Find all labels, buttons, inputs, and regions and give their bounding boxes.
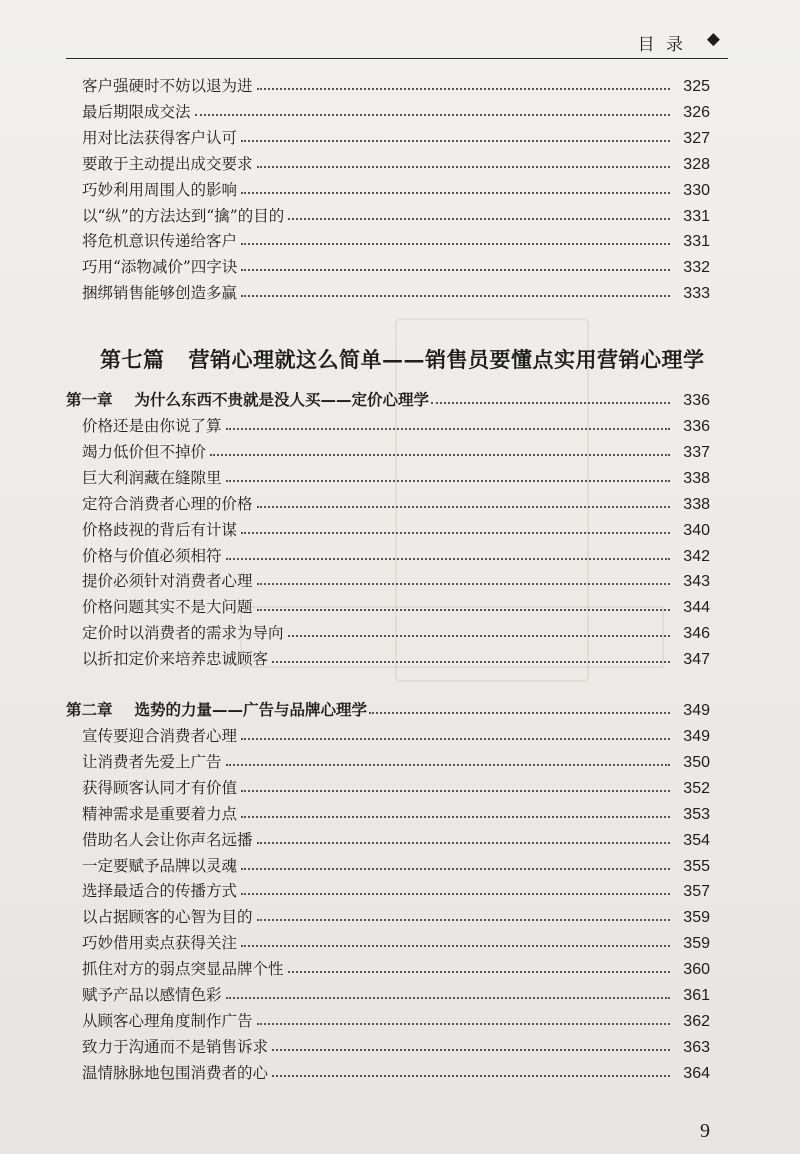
diamond-icon: ◆ — [706, 29, 720, 49]
entry-page: 328 — [683, 155, 710, 173]
entry-page: 340 — [683, 521, 710, 539]
dot-leader — [431, 402, 670, 404]
entry-title: 竭力低价但不掉价 — [82, 442, 207, 461]
entry-page: 354 — [683, 831, 710, 849]
toc-entry — [82, 200, 710, 226]
dot-leader — [241, 295, 670, 297]
entry-page: 361 — [683, 987, 710, 1004]
entry-title: 赋予产品以感情色彩 — [82, 986, 222, 1004]
part-number: 第七篇 — [100, 347, 165, 372]
toc-entry — [82, 746, 710, 772]
dot-leader — [272, 1075, 670, 1077]
entry-page: 359 — [683, 909, 710, 927]
chapter-heading — [66, 384, 710, 410]
dot-leader — [210, 454, 670, 456]
header-title: 目 录 — [637, 35, 686, 55]
entry-page: 327 — [683, 129, 710, 147]
entry-title: 获得顾客认同才有价值 — [82, 778, 238, 797]
chapter-heading — [66, 694, 710, 720]
chapter-number: 第二章 — [66, 701, 113, 719]
toc-entry — [82, 1005, 710, 1031]
dot-leader — [226, 428, 670, 430]
entry-page: 333 — [683, 285, 710, 303]
entry-title: 精神需求是重要着力点 — [82, 804, 238, 823]
entry-title: 以“纵”的方法达到“擒”的目的 — [82, 206, 285, 225]
entry-title: 巨大利润藏在缝隙里 — [82, 468, 222, 487]
dot-leader — [288, 218, 670, 220]
part-title: 营销心理就这么简单——销售员要懂点实用营销心理学 — [188, 347, 705, 372]
entry-title: 价格还是由你说了算 — [82, 417, 222, 435]
entry-page: 364 — [683, 1064, 710, 1082]
entry-title: 以折扣定价来培养忠诚顾客 — [82, 650, 269, 669]
chapter-number: 第一章 — [66, 391, 113, 409]
toc-entry — [82, 850, 710, 876]
entry-page: 362 — [683, 1012, 710, 1030]
toc-entry — [82, 410, 710, 436]
toc-entry — [82, 953, 710, 979]
toc-entry — [82, 1031, 710, 1057]
toc-entry — [82, 462, 710, 488]
toc-entry — [82, 643, 710, 669]
entry-title: 将危机意识传递给客户 — [82, 232, 238, 251]
dot-leader — [257, 609, 670, 611]
toc-entry — [82, 225, 710, 251]
part-heading — [100, 344, 720, 374]
entry-title: 抓住对方的弱点突显品牌个性 — [82, 960, 284, 979]
dot-leader — [241, 532, 670, 534]
entry-title: 巧妙借用卖点获得关注 — [82, 934, 238, 953]
toc-entry — [82, 70, 710, 96]
dot-leader — [241, 243, 670, 245]
toc-entry — [82, 251, 710, 277]
toc-entry — [82, 720, 710, 746]
toc-entry — [82, 617, 710, 643]
toc-entry — [82, 565, 710, 591]
dot-leader — [241, 269, 670, 271]
dot-leader — [241, 945, 670, 947]
toc-entry — [82, 591, 710, 617]
dot-leader — [272, 661, 670, 663]
entry-title: 让消费者先爱上广告 — [82, 752, 222, 771]
entry-title: 温情脉脉地包围消费者的心 — [82, 1063, 269, 1082]
entry-title: 定价时以消费者的需求为导向 — [82, 624, 284, 643]
entry-page: 325 — [683, 78, 710, 95]
dot-leader — [257, 1023, 670, 1025]
dot-leader — [241, 738, 670, 740]
entry-page: 347 — [683, 651, 710, 669]
entry-page: 337 — [683, 443, 710, 461]
entry-page: 331 — [683, 233, 710, 251]
dot-leader — [369, 712, 670, 714]
entry-title: 要敢于主动提出成交要求 — [82, 154, 253, 173]
toc-entry — [82, 927, 710, 953]
dot-leader — [241, 140, 670, 142]
entry-title: 巧妙利用周围人的影响 — [82, 180, 238, 199]
toc-entry — [82, 96, 710, 122]
entry-title: 最后期限成交法 — [82, 102, 191, 121]
chapter-title: 选势的力量——广告与品牌心理学 — [134, 701, 368, 719]
entry-page: 359 — [683, 935, 710, 953]
entry-page: 338 — [683, 495, 710, 513]
toc-entry — [82, 798, 710, 824]
toc-entry — [82, 772, 710, 798]
entry-title: 客户强硬时不妨以退为进 — [82, 77, 253, 95]
entry-title: 选择最适合的传播方式 — [82, 882, 238, 901]
entry-title: 从顾客心理角度制作广告 — [82, 1011, 253, 1030]
chapter-title: 为什么东西不贵就是没人买——定价心理学 — [134, 391, 430, 409]
entry-title: 宣传要迎合消费者心理 — [82, 727, 238, 745]
dot-leader — [257, 842, 670, 844]
toc-entry — [82, 174, 710, 200]
dot-leader — [288, 971, 670, 973]
dot-leader — [226, 997, 670, 999]
dot-leader — [226, 480, 670, 482]
dot-leader — [257, 583, 670, 585]
entry-title: 提价必须针对消费者心理 — [82, 572, 253, 591]
toc-entry — [82, 436, 710, 462]
toc-entry — [82, 488, 710, 514]
entry-page: 330 — [683, 181, 710, 199]
running-header — [66, 28, 720, 56]
entry-page: 353 — [683, 805, 710, 823]
dot-leader — [257, 919, 670, 921]
entry-title: 以占据顾客的心智为目的 — [82, 908, 253, 927]
chapter-page: 349 — [683, 702, 710, 719]
entry-page: 350 — [683, 753, 710, 771]
entry-title: 定符合消费者心理的价格 — [82, 494, 253, 513]
entry-page: 355 — [683, 857, 710, 875]
entry-title: 价格问题其实不是大问题 — [82, 598, 253, 617]
entry-title: 致力于沟通而不是销售诉求 — [82, 1037, 269, 1056]
dot-leader — [226, 764, 670, 766]
entry-page: 360 — [683, 961, 710, 979]
entry-title: 价格与价值必须相符 — [82, 546, 222, 565]
dot-leader — [272, 1049, 670, 1051]
entry-page: 352 — [683, 779, 710, 797]
entry-page: 357 — [683, 883, 710, 901]
toc-entry — [82, 277, 710, 303]
chapter-page: 336 — [683, 392, 710, 409]
entry-title: 价格歧视的背后有计谋 — [82, 520, 238, 539]
entry-page: 326 — [683, 103, 710, 121]
entry-page: 336 — [683, 418, 710, 435]
entry-page: 344 — [683, 599, 710, 617]
entry-page: 363 — [683, 1038, 710, 1056]
dot-leader — [241, 816, 670, 818]
dot-leader — [241, 868, 670, 870]
dot-leader — [257, 506, 670, 508]
entry-title: 借助名人会让你声名远播 — [82, 830, 253, 849]
page-number: 9 — [700, 1120, 710, 1142]
header-rule — [66, 58, 728, 59]
dot-leader — [288, 635, 670, 637]
entry-page: 331 — [683, 207, 710, 225]
entry-page: 346 — [683, 625, 710, 643]
dot-leader — [241, 790, 670, 792]
dot-leader — [257, 88, 670, 90]
toc-entry — [82, 824, 710, 850]
entry-title: 巧用“添物减价”四字诀 — [82, 258, 238, 277]
entry-page: 332 — [683, 259, 710, 277]
entry-page: 343 — [683, 573, 710, 591]
toc-entry — [82, 122, 710, 148]
entry-page: 342 — [683, 547, 710, 565]
dot-leader — [241, 893, 670, 895]
toc-entry — [82, 979, 710, 1005]
entry-title: 一定要赋予品牌以灵魂 — [82, 856, 238, 875]
dot-leader — [226, 558, 670, 560]
dot-leader — [195, 114, 670, 116]
toc-entry — [82, 540, 710, 566]
entry-page: 338 — [683, 469, 710, 487]
toc-entry — [82, 901, 710, 927]
toc-entry — [82, 514, 710, 540]
toc-entry — [82, 875, 710, 901]
entry-title: 用对比法获得客户认可 — [82, 128, 238, 147]
dot-leader — [257, 166, 670, 168]
toc-entry — [82, 1057, 710, 1083]
entry-title: 捆绑销售能够创造多赢 — [82, 284, 238, 303]
toc-entry — [82, 148, 710, 174]
dot-leader — [241, 192, 670, 194]
entry-page: 349 — [683, 728, 710, 745]
